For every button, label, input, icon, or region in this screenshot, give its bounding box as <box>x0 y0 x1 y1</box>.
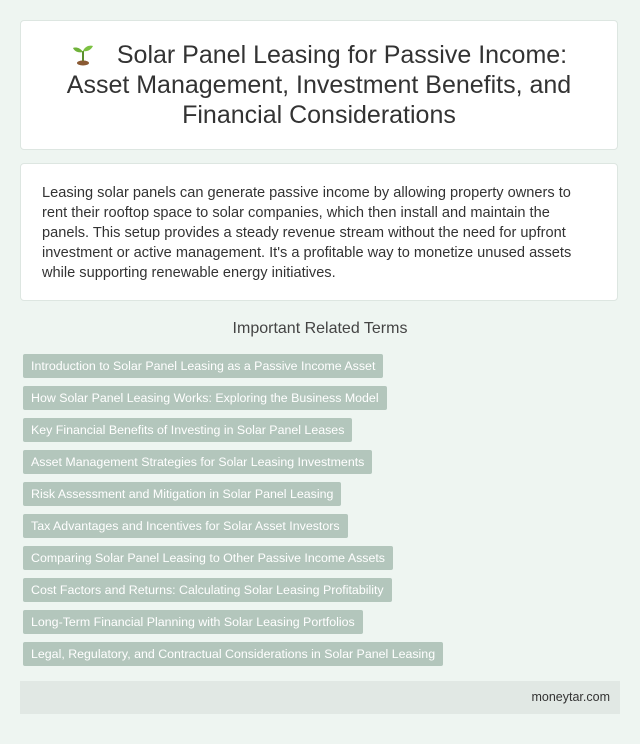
intro-card <box>20 163 618 301</box>
source-label[interactable]: moneytar.com <box>531 690 610 704</box>
page-title <box>21 40 617 130</box>
intro-text: Leasing solar panels can generate passive income by allowing property owners to rent their rooftop space to solar companies, which then install and maintain the panels. This setup provides a steady revenue stream without the need for upfront investment or active management. It's a profitable way to monetize unused assets while supporting renewable energy initiatives. <box>42 185 572 281</box>
term-link[interactable]: Asset Management Strategies for Solar Leasing Investments <box>23 450 372 474</box>
term-link[interactable]: Key Financial Benefits of Investing in Solar Panel Leases <box>23 418 352 442</box>
term-link[interactable]: Legal, Regulatory, and Contractual Considerations in Solar Panel Leasing <box>23 642 443 666</box>
sprout-icon <box>71 42 95 66</box>
term-link[interactable]: How Solar Panel Leasing Works: Exploring the Business Model <box>23 386 387 410</box>
related-terms-heading: Important Related Terms <box>232 320 408 337</box>
footer-bar <box>20 681 620 714</box>
term-link[interactable]: Introduction to Solar Panel Leasing as a Passive Income Asset <box>23 354 383 378</box>
page-title-text: Solar Panel Leasing for Passive Income: Asset Management, Investment Benefits, and Financial Considerations <box>66 41 572 129</box>
term-link[interactable]: Comparing Solar Panel Leasing to Other Passive Income Assets <box>23 546 393 570</box>
term-link[interactable]: Long-Term Financial Planning with Solar Leasing Portfolios <box>23 610 363 634</box>
term-link[interactable]: Cost Factors and Returns: Calculating Solar Leasing Profitability <box>23 578 392 602</box>
term-link[interactable]: Tax Advantages and Incentives for Solar Asset Investors <box>23 514 348 538</box>
term-link[interactable]: Risk Assessment and Mitigation in Solar Panel Leasing <box>23 482 341 506</box>
title-card <box>20 20 618 150</box>
